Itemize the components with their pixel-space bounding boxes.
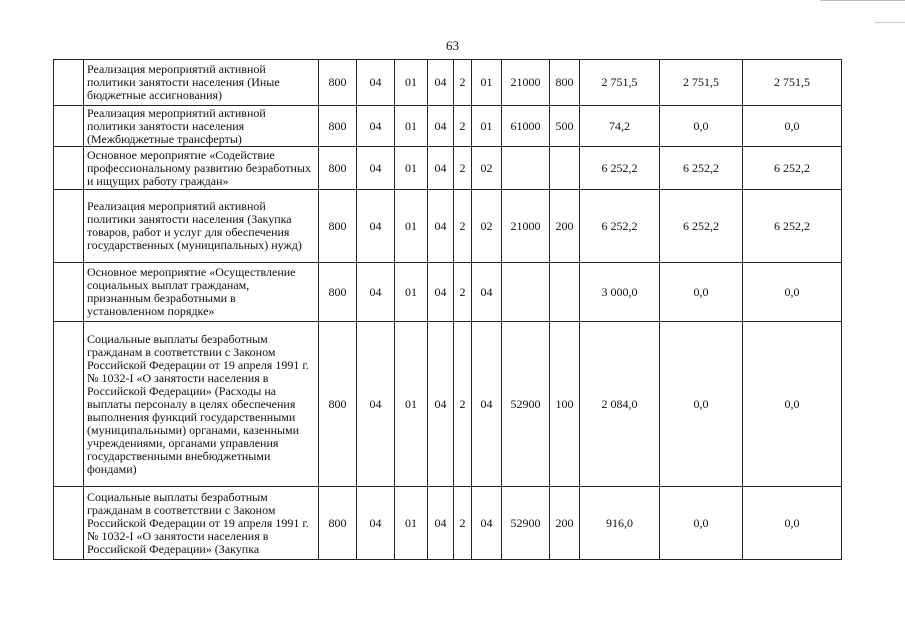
code-cell-c3: 01 (395, 263, 428, 322)
code-cell-c1: 800 (319, 60, 357, 106)
amount-cell-v2: 0,0 (660, 263, 743, 322)
amount-cell-v3: 0,0 (743, 263, 842, 322)
amount-cell-v2: 0,0 (660, 106, 743, 147)
code-cell-c4: 04 (428, 322, 454, 487)
code-cell-c8 (550, 263, 580, 322)
code-cell-c3: 01 (395, 487, 428, 560)
code-cell-c3: 01 (395, 60, 428, 106)
code-cell-c6: 02 (472, 147, 502, 190)
code-cell-c1: 800 (319, 263, 357, 322)
code-cell-c7 (502, 147, 550, 190)
code-cell-c6: 01 (472, 60, 502, 106)
scan-edge-line (875, 22, 905, 23)
code-cell-c4: 04 (428, 147, 454, 190)
row-name-cell: Реализация мероприятий активной политики занятости населения (Иные бюджетные ассигнования) (84, 60, 319, 106)
code-cell-c2: 04 (357, 60, 395, 106)
table-row (54, 147, 842, 190)
table-row (54, 487, 842, 560)
code-cell-c1: 800 (319, 487, 357, 560)
amount-cell-v1: 916,0 (580, 487, 660, 560)
code-cell-c1: 800 (319, 322, 357, 487)
amount-cell-v2: 0,0 (660, 487, 743, 560)
row-index-cell (54, 147, 84, 190)
amount-cell-v3: 0,0 (743, 322, 842, 487)
amount-cell-v2: 0,0 (660, 322, 743, 487)
code-cell-c2: 04 (357, 322, 395, 487)
code-cell-c7: 61000 (502, 106, 550, 147)
code-cell-c5: 2 (454, 322, 472, 487)
amount-cell-v3: 0,0 (743, 106, 842, 147)
code-cell-c8: 200 (550, 190, 580, 263)
row-index-cell (54, 263, 84, 322)
amount-cell-v1: 6 252,2 (580, 147, 660, 190)
code-cell-c6: 02 (472, 190, 502, 263)
code-cell-c7 (502, 263, 550, 322)
amount-cell-v3: 6 252,2 (743, 190, 842, 263)
amount-cell-v1: 2 751,5 (580, 60, 660, 106)
code-cell-c1: 800 (319, 147, 357, 190)
code-cell-c6: 04 (472, 487, 502, 560)
amount-cell-v3: 0,0 (743, 487, 842, 560)
table-row (54, 263, 842, 322)
row-index-cell (54, 60, 84, 106)
amount-cell-v1: 2 084,0 (580, 322, 660, 487)
code-cell-c8: 100 (550, 322, 580, 487)
table-row (54, 60, 842, 106)
row-name-cell: Основное мероприятие «Содействие профессиональному развитию безработных и ищущих работу граждан» (84, 147, 319, 190)
amount-cell-v2: 2 751,5 (660, 60, 743, 106)
code-cell-c4: 04 (428, 190, 454, 263)
table-row (54, 190, 842, 263)
code-cell-c1: 800 (319, 106, 357, 147)
code-cell-c6: 04 (472, 322, 502, 487)
row-index-cell (54, 190, 84, 263)
code-cell-c8: 200 (550, 487, 580, 560)
code-cell-c6: 01 (472, 106, 502, 147)
code-cell-c5: 2 (454, 190, 472, 263)
amount-cell-v1: 74,2 (580, 106, 660, 147)
amount-cell-v1: 3 000,0 (580, 263, 660, 322)
code-cell-c2: 04 (357, 263, 395, 322)
code-cell-c2: 04 (357, 106, 395, 147)
code-cell-c4: 04 (428, 106, 454, 147)
row-name-cell: Социальные выплаты безработным гражданам в соответствии с Законом Российской Федерации от 19 апреля 1991 г. № 1032-I «О занятости населения в Российской Федерации» (Расходы на выплаты персоналу в целях обеспечения выполнения функций государственными (муниципальными) органами, казенными учреждениями, органами управления государственными внебюджетными фондами) (84, 322, 319, 487)
code-cell-c7: 21000 (502, 60, 550, 106)
table-row (54, 322, 842, 487)
code-cell-c5: 2 (454, 147, 472, 190)
code-cell-c5: 2 (454, 106, 472, 147)
code-cell-c5: 2 (454, 60, 472, 106)
row-name-cell: Реализация мероприятий активной политики занятости населения (Закупка товаров, работ и услуг для обеспечения государственных (муниципальных) нужд) (84, 190, 319, 263)
code-cell-c4: 04 (428, 60, 454, 106)
row-name-cell: Основное мероприятие «Осуществление социальных выплат гражданам, признанным безработными в установленном порядке» (84, 263, 319, 322)
amount-cell-v3: 6 252,2 (743, 147, 842, 190)
code-cell-c8 (550, 147, 580, 190)
code-cell-c6: 04 (472, 263, 502, 322)
code-cell-c8: 500 (550, 106, 580, 147)
code-cell-c3: 01 (395, 147, 428, 190)
row-name-cell: Реализация мероприятий активной политики занятости населения (Межбюджетные трансферты) (84, 106, 319, 147)
amount-cell-v3: 2 751,5 (743, 60, 842, 106)
code-cell-c1: 800 (319, 190, 357, 263)
code-cell-c4: 04 (428, 487, 454, 560)
budget-table (53, 59, 842, 560)
row-index-cell (54, 106, 84, 147)
code-cell-c7: 52900 (502, 322, 550, 487)
code-cell-c5: 2 (454, 487, 472, 560)
code-cell-c3: 01 (395, 190, 428, 263)
page-number: 63 (446, 38, 459, 53)
scan-edge-line (820, 0, 905, 1)
code-cell-c8: 800 (550, 60, 580, 106)
code-cell-c2: 04 (357, 487, 395, 560)
amount-cell-v1: 6 252,2 (580, 190, 660, 263)
code-cell-c3: 01 (395, 322, 428, 487)
row-name-cell: Социальные выплаты безработным гражданам в соответствии с Законом Российской Федерации от 19 апреля 1991 г. № 1032-I «О занятости населения в Российской Федерации» (Закупка (84, 487, 319, 560)
amount-cell-v2: 6 252,2 (660, 190, 743, 263)
row-index-cell (54, 322, 84, 487)
code-cell-c4: 04 (428, 263, 454, 322)
table-row (54, 106, 842, 147)
row-index-cell (54, 487, 84, 560)
code-cell-c2: 04 (357, 190, 395, 263)
amount-cell-v2: 6 252,2 (660, 147, 743, 190)
code-cell-c3: 01 (395, 106, 428, 147)
code-cell-c5: 2 (454, 263, 472, 322)
code-cell-c2: 04 (357, 147, 395, 190)
code-cell-c7: 21000 (502, 190, 550, 263)
code-cell-c7: 52900 (502, 487, 550, 560)
